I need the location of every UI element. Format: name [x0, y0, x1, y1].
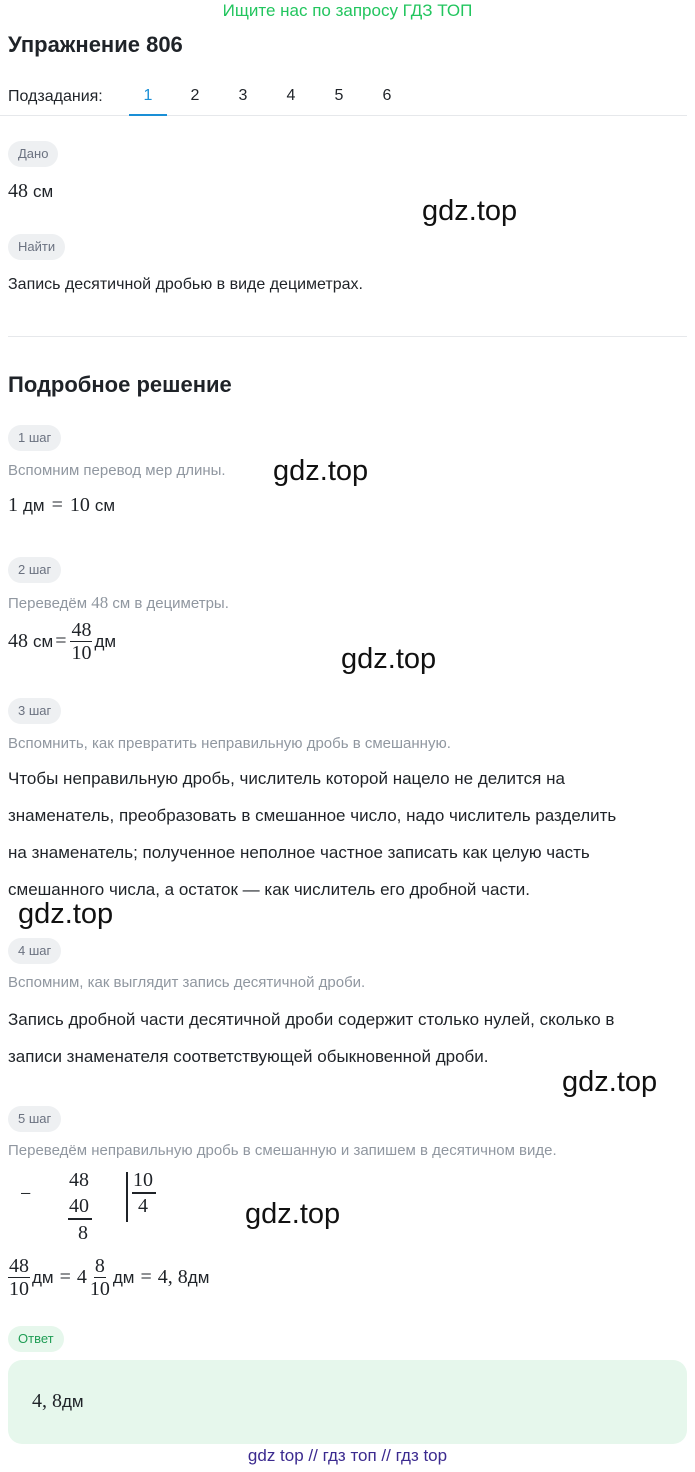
tab-4[interactable]: 4: [286, 87, 296, 104]
fraction-numerator: 48: [9, 1255, 29, 1277]
tab-1[interactable]: 1: [129, 78, 167, 116]
step-5-fraction-2: [89, 1255, 111, 1300]
watermark: gdz.top: [245, 1198, 341, 1230]
step-2-fraction: [70, 619, 92, 664]
step-1-pill: 1 шаг: [8, 425, 61, 451]
text-line: записи знаменателя соответствующей обыкновенной дроби.: [8, 1047, 489, 1066]
step-5-hint: Переведём неправильную дробь в смешанную и запишем в десятичном виде.: [8, 1142, 557, 1159]
step-1-a-unit: дм: [23, 495, 45, 515]
fraction-numerator: 8: [94, 1255, 105, 1277]
division-dividend: 48: [69, 1169, 89, 1191]
text-line: знаменатель, преобразовать в смешанное число, надо числитель разделить: [8, 806, 617, 825]
divisor-line: [132, 1192, 156, 1194]
division-remainder: 8: [78, 1222, 88, 1244]
tab-2[interactable]: 2: [190, 87, 200, 104]
tab-5[interactable]: 5: [334, 87, 344, 104]
given-unit: см: [33, 181, 54, 201]
answer-value: [32, 1390, 84, 1413]
fraction-denominator: 10: [89, 1278, 110, 1300]
watermark: gdz.top: [18, 898, 114, 930]
watermark: gdz.top: [422, 195, 518, 227]
given-pill: Дано: [8, 141, 58, 167]
answer-number: 4, 8: [32, 1390, 62, 1412]
division-divisor: 10: [133, 1169, 153, 1191]
answer-pill: Ответ: [8, 1326, 64, 1352]
step-1-math: [8, 494, 115, 517]
search-banner[interactable]: Ищите нас по запросу ГДЗ ТОП: [222, 1, 473, 20]
text-line: Запись дробной части десятичной дроби содержит столько нулей, сколько в: [8, 1010, 615, 1029]
step-2-hint-before: Переведём: [8, 595, 88, 612]
step-2-pill: 2 шаг: [8, 557, 61, 583]
given-number: 48: [8, 180, 28, 202]
tab-3[interactable]: 3: [238, 87, 248, 104]
step-2-eq: =: [55, 630, 67, 652]
step-2-hint: [8, 593, 229, 613]
watermark: gdz.top: [562, 1066, 658, 1098]
tab-6[interactable]: 6: [382, 87, 392, 104]
step-5-eq-2: =: [140, 1266, 152, 1288]
text-line: Чтобы неправильную дробь, числитель которой нацело не делится на: [8, 769, 565, 788]
division-subtrahend: 40: [69, 1195, 89, 1217]
solution-title: Подробное решение: [8, 372, 232, 397]
step-1-a: 1: [8, 494, 18, 516]
subtraction-line: [68, 1218, 92, 1220]
step-2-unit: дм: [94, 631, 117, 651]
tabs-label: Подзадания:: [8, 88, 103, 105]
step-4-text: [8, 1001, 688, 1075]
step-3-hint: Вспомнить, как превратить неправильную дробь в смешанную.: [8, 735, 451, 752]
step-1-eq: =: [51, 494, 63, 516]
step-5-whole: 4: [76, 1266, 87, 1288]
step-5-pill: 5 шаг: [8, 1106, 61, 1132]
division-bar: [126, 1172, 128, 1222]
text-line: на знаменатель; полученное неполное частное записать как целую часть: [8, 843, 590, 862]
text-line: смешанного числа, а остаток — как числитель его дробной части.: [8, 880, 530, 899]
step-1-b-unit: см: [94, 495, 116, 515]
page-title: Упражнение 806: [8, 32, 183, 57]
step-5-unit-2: дм: [112, 1267, 135, 1287]
fraction-denominator: 10: [71, 642, 92, 664]
step-1-hint: Вспомним перевод мер длины.: [8, 462, 226, 479]
answer-box: [8, 1360, 687, 1444]
fraction-denominator: 10: [9, 1278, 29, 1300]
step-2-hint-after: см в дециметры.: [112, 595, 229, 612]
step-2-math: [8, 619, 116, 664]
long-division: [0, 1168, 200, 1248]
step-1-b: 10: [69, 494, 90, 516]
find-pill: Найти: [8, 234, 65, 260]
step-5-fraction-1: [8, 1255, 30, 1300]
watermark: gdz.top: [273, 455, 369, 487]
given-value: [8, 180, 53, 203]
fraction-numerator: 48: [71, 619, 92, 641]
step-2-lhs: 48: [8, 630, 28, 652]
step-5-unit-1: дм: [32, 1267, 54, 1287]
watermark: gdz.top: [341, 643, 437, 675]
step-2-hint-number: 48: [91, 593, 109, 612]
section-divider: [8, 336, 687, 337]
step-5-math: [8, 1255, 209, 1300]
step-5-result: 4, 8: [157, 1266, 188, 1288]
step-5-unit-3: дм: [187, 1267, 210, 1287]
division-minus: −: [20, 1183, 32, 1205]
subtask-tabs: [0, 78, 687, 116]
step-3-text: [8, 760, 688, 908]
footer-links[interactable]: gdz top // гдз топ // гдз top: [247, 1446, 448, 1465]
step-2-lhs-unit: см: [33, 631, 54, 651]
step-4-pill: 4 шаг: [8, 938, 61, 964]
step-4-hint: Вспомним, как выглядит запись десятичной дроби.: [8, 974, 366, 991]
step-5-eq-1: =: [59, 1266, 71, 1288]
step-3-pill: 3 шаг: [8, 698, 61, 724]
answer-unit: дм: [62, 1391, 84, 1411]
find-text: Запись десятичной дробью в виде дециметрах.: [8, 276, 363, 293]
division-quotient: 4: [138, 1195, 148, 1217]
